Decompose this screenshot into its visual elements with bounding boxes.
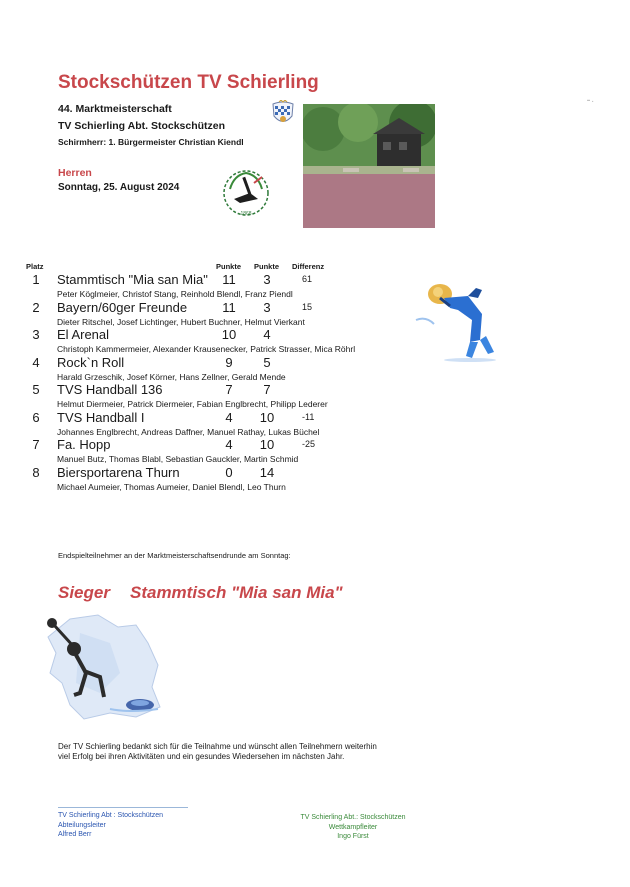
table-row bbox=[0, 272, 630, 302]
winner-line bbox=[58, 583, 343, 603]
table-row bbox=[0, 410, 630, 440]
championship-title: 44. Marktmeisterschaft bbox=[58, 103, 172, 115]
row-players: Johannes Englbrecht, Andreas Daffner, Manuel Rathay, Lukas Büchel bbox=[57, 427, 320, 437]
table-row bbox=[0, 465, 630, 495]
club-logo-icon bbox=[218, 163, 274, 219]
row-place: 8 bbox=[32, 465, 40, 480]
winner-label: Sieger bbox=[58, 583, 110, 602]
svg-text:1868: 1868 bbox=[240, 211, 252, 217]
row-place: 3 bbox=[32, 327, 40, 342]
row-points-2: 5 bbox=[263, 355, 271, 370]
row-points-2: 10 bbox=[259, 437, 275, 452]
row-points-2: 14 bbox=[259, 465, 275, 480]
row-players: Manuel Butz, Thomas Blabl, Sebastian Gauckler, Martin Schmid bbox=[57, 454, 299, 464]
row-difference: 61 bbox=[302, 274, 313, 284]
signature-right-name: Ingo Fürst bbox=[337, 833, 369, 840]
row-place: 2 bbox=[32, 300, 40, 315]
row-points-2: 4 bbox=[263, 327, 271, 342]
row-players: Helmut Diermeier, Patrick Diermeier, Fabian Englbrecht, Philipp Lederer bbox=[57, 399, 328, 409]
row-place: 4 bbox=[32, 355, 40, 370]
row-place: 1 bbox=[32, 272, 40, 287]
final-participants-note: Endspielteilnehmer an der Marktmeisterschaftsendrunde am Sonntag: bbox=[58, 551, 291, 560]
row-points-1: 4 bbox=[225, 437, 233, 452]
row-points-1: 11 bbox=[222, 272, 236, 287]
row-points-2: 10 bbox=[259, 410, 275, 425]
table-row bbox=[0, 327, 630, 357]
row-players: Peter Köglmeier, Christof Stang, Reinhold Blendl, Franz Piendl bbox=[57, 289, 293, 299]
venue-photo bbox=[303, 104, 435, 228]
row-team: Biersportarena Thurn bbox=[57, 465, 180, 480]
row-team: Fa. Hopp bbox=[57, 437, 111, 452]
row-points-2: 3 bbox=[263, 300, 271, 315]
event-date: Sonntag, 25. August 2024 bbox=[58, 182, 180, 193]
patron-line: Schirmherr: 1. Bürgermeister Christian Kiendl bbox=[58, 137, 244, 147]
table-row bbox=[0, 355, 630, 385]
row-difference: 15 bbox=[302, 302, 313, 312]
row-team: Rock`n Roll bbox=[57, 355, 125, 370]
row-place: 6 bbox=[32, 410, 40, 425]
row-points-1: 0 bbox=[225, 465, 233, 480]
row-points-1: 4 bbox=[225, 410, 233, 425]
row-points-1: 11 bbox=[222, 300, 236, 315]
row-team: TVS Handball 136 bbox=[57, 382, 163, 397]
row-team: Bayern/60ger Freunde bbox=[57, 300, 188, 315]
winner-team: Stammtisch "Mia san Mia" bbox=[129, 583, 343, 602]
signature-left bbox=[58, 811, 163, 840]
row-points-2: 7 bbox=[263, 382, 271, 397]
signature-left-role: Abteilungsleiter bbox=[58, 821, 106, 829]
thanks-message: Der TV Schierling bedankt sich für die Teilnahme und wünscht allen Teilnehmern weiterhin viel Erfolg bei ihren Aktivitäten und ein gesundes Wiedersehen im nächsten Jahr. bbox=[58, 742, 377, 761]
row-points-1: 7 bbox=[225, 382, 233, 397]
organizer-line: TV Schierling Abt. Stockschützen bbox=[58, 120, 226, 132]
row-points-1: 9 bbox=[225, 355, 233, 370]
table-row bbox=[0, 437, 630, 467]
col-header-points-1: Punkte bbox=[216, 262, 242, 271]
scan-speck: ⁃· bbox=[586, 96, 595, 107]
signature-left-org: TV Schierling Abt : Stockschützen bbox=[58, 812, 164, 819]
stock-player-illustration bbox=[410, 280, 502, 362]
signature-right bbox=[298, 813, 408, 842]
col-header-points-2: Punkte bbox=[254, 262, 280, 271]
row-points-1: 10 bbox=[221, 327, 237, 342]
category-label: Herren bbox=[58, 167, 92, 179]
bavaria-map-illustration bbox=[40, 613, 170, 725]
signature-right-org: TV Schierling Abt.: Stockschützen bbox=[300, 814, 406, 821]
row-players: Christoph Kammermeier, Alexander Krausenecker, Patrick Strasser, Mica Röhrl bbox=[57, 344, 356, 354]
signature-line bbox=[58, 807, 188, 808]
row-difference: -11 bbox=[302, 412, 315, 422]
row-team: TVS Handball I bbox=[57, 410, 145, 425]
table-row bbox=[0, 300, 630, 330]
row-difference: -25 bbox=[302, 439, 316, 449]
table-row bbox=[0, 382, 630, 412]
row-team: Stammtisch "Mia san Mia" bbox=[57, 272, 208, 287]
signature-right-role: Wettkampfleiter bbox=[328, 823, 378, 831]
row-players: Michael Aumeier, Thomas Aumeier, Daniel Blendl, Leo Thurn bbox=[57, 482, 286, 492]
coat-of-arms-icon bbox=[270, 100, 296, 128]
col-header-difference: Differenz bbox=[292, 262, 325, 271]
page-title: Stockschützen TV Schierling bbox=[58, 72, 319, 93]
row-players: Harald Grzeschik, Josef Körner, Hans Zellner, Gerald Mende bbox=[57, 372, 286, 382]
row-place: 7 bbox=[32, 437, 40, 452]
row-players: Dieter Ritschel, Josef Lichtinger, Hubert Buchner, Helmut Vierkant bbox=[57, 317, 305, 327]
col-header-place: Platz bbox=[26, 262, 44, 271]
signature-left-name: Alfred Berr bbox=[58, 831, 92, 838]
row-place: 5 bbox=[32, 382, 40, 397]
row-points-2: 3 bbox=[263, 272, 271, 287]
row-team: El Arenal bbox=[57, 327, 110, 342]
